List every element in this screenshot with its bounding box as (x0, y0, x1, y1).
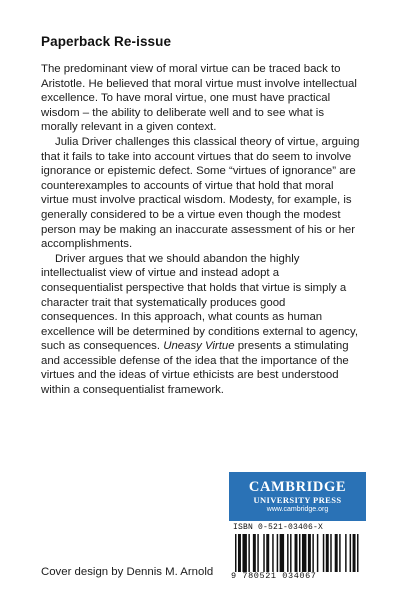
blurb-paragraph-3-start: Driver argues that we should abandon the highly intellectualist view of virtue and instead adopt a consequentialist perspective that holds that virtue is simply a character trait that systematically produces good consequences. In this approach, what counts as human excellence will be determined by conditions external to agency, such as consequences. (41, 252, 359, 353)
book-title-italic: Uneasy Virtue (163, 340, 235, 353)
blurb-paragraph-3-end: presents a stimulating and accessible defense of the idea that the importance of the virtues and the ideas of virtue ethicists are best understood within a consequentialist framework. (41, 340, 349, 397)
blurb-text (41, 62, 361, 398)
blurb-paragraph-1: The predominant view of moral virtue can be traced back to Aristotle. He believed that moral virtue must involve intellectual excellence. To have moral virtue, one must have practical wisdom – the ability to deliberate well and to see what is morally relevant in a given context. (41, 63, 357, 134)
publisher-url: www.cambridge.org (266, 506, 329, 513)
page-heading: Paperback Re-issue (41, 34, 172, 49)
blurb-paragraph-2: Julia Driver challenges this classical theory of virtue, arguing that it fails to take into account virtues that do seem to involve ignorance or epistemic defect. Some “virtues of ignorance” are counterexamples to accounts of virtue that hold that moral virtue must involve practical wisdom. Modesty, for example, is generally considered to be a virtue even though the modest person may be making an inaccurate assessment of his or her accomplishments. (41, 135, 360, 251)
publisher-subtitle: UNIVERSITY PRESS (253, 495, 342, 505)
publisher-logo (229, 480, 366, 515)
publisher-name: CAMBRIDGE (248, 479, 347, 495)
barcode-icon (235, 534, 360, 572)
barcode-digits: 9 780521 034067 (231, 571, 317, 581)
cover-design-credit: Cover design by Dennis M. Arnold (41, 566, 214, 578)
blurb-paragraph-3 (41, 252, 361, 398)
isbn-text: ISBN 0-521-03406-X (233, 523, 324, 532)
barcode-panel (229, 521, 366, 583)
